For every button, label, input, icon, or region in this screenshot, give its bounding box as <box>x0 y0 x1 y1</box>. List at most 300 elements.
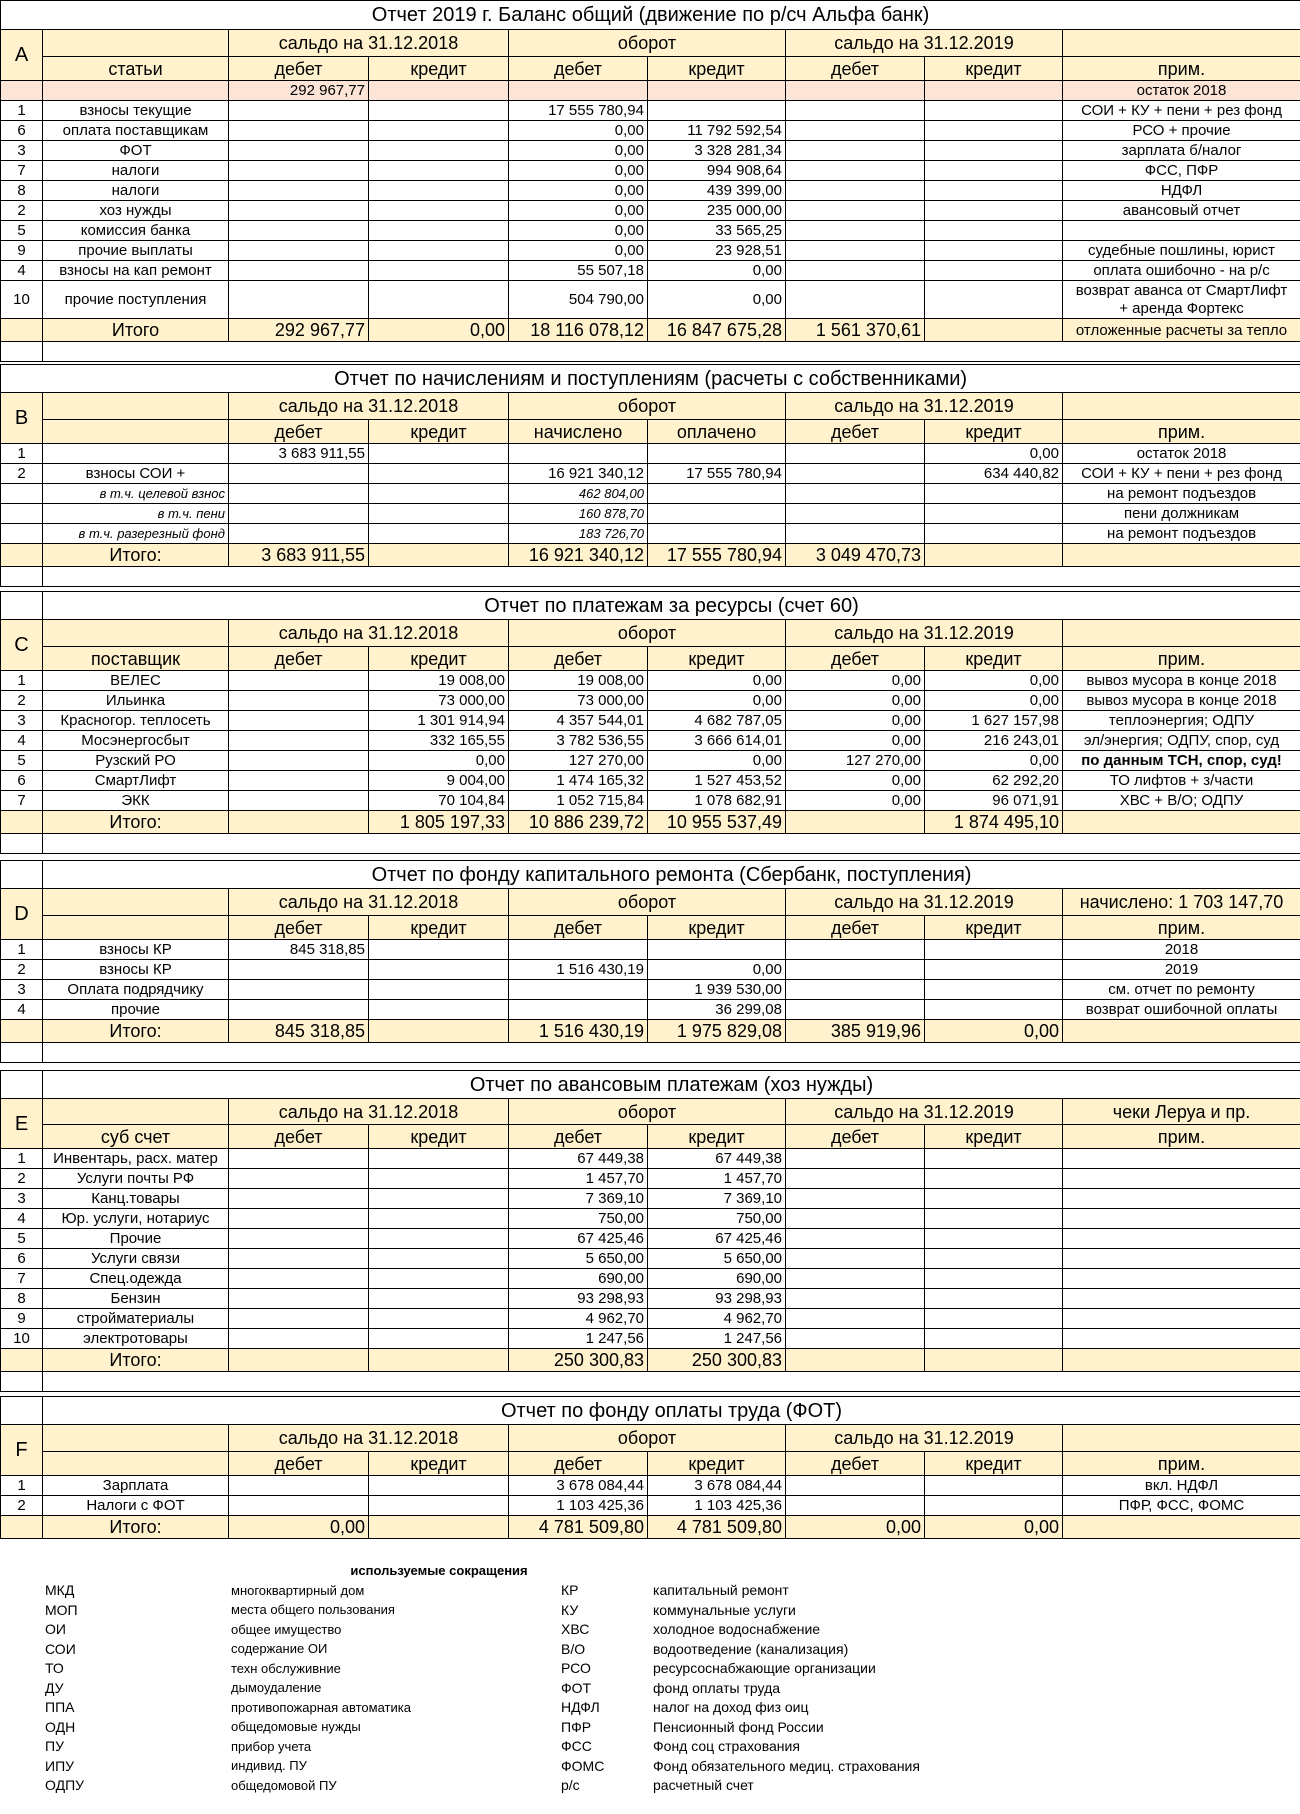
total-row <box>1 811 1300 834</box>
cell-value <box>786 1269 925 1289</box>
col-header: статьи <box>43 57 229 81</box>
cell-value <box>369 1209 509 1229</box>
row-label: Мосэнергосбыт <box>43 731 229 751</box>
row-number: 10 <box>1 1329 43 1349</box>
row-number: 6 <box>1 121 43 141</box>
cell-value: 1 527 453,52 <box>648 771 786 791</box>
cell-value <box>925 121 1063 141</box>
row-note <box>1063 1229 1300 1249</box>
cell-value: 0,00 <box>648 671 786 691</box>
abbr-key: ДУ <box>45 1679 64 1696</box>
total-value: 250 300,83 <box>648 1349 786 1372</box>
row-label: взносы КР <box>43 960 229 980</box>
cell-value <box>925 161 1063 181</box>
cell-value <box>925 1000 1063 1020</box>
table-row <box>1 791 1300 811</box>
row-note: НДФЛ <box>1063 181 1300 201</box>
table-row: 10 прочие поступления 504 790,00 0,00 возврат аванса от СмартЛифт + аренда Фортекс <box>1 281 1300 319</box>
table-row <box>1 464 1300 484</box>
cell-value: 0,00 <box>509 121 648 141</box>
row-number: 1 <box>1 1149 43 1169</box>
cell-value: 70 104,84 <box>369 791 509 811</box>
cell-value: 1 474 165,32 <box>509 771 648 791</box>
cell-value <box>369 1289 509 1309</box>
abbr-value: Пенсионный фонд России <box>653 1718 824 1735</box>
table-row <box>1 1169 1300 1189</box>
cell-value: 17 555 780,94 <box>648 464 786 484</box>
abbr-key: МОП <box>45 1601 78 1618</box>
row-number: 8 <box>1 181 43 201</box>
row-note: судебные пошлины, юрист <box>1063 241 1300 261</box>
total-value: 4 781 509,80 <box>648 1516 786 1539</box>
row-number: 2 <box>1 201 43 221</box>
cell-value <box>369 1000 509 1020</box>
cell-value: 1 052 715,84 <box>509 791 648 811</box>
cell-value <box>925 1169 1063 1189</box>
row-label: оплата поставщикам <box>43 121 229 141</box>
row-note: вывоз мусора в конце 2018 <box>1063 691 1300 711</box>
section-c-table: Отчет по платежам за ресурсы (счет 60) C сальдо на 31.12.2018 оборот сальдо на 31.12.2019 поставщик дебет кредит дебет кредит дебет кредит прим. 1 ВЕЛЕС 19 008,00 19 008,00 0,00 0,00 0,00 вывоз мусора в конце 2018 2 Ильинка 73 000,00 73 000,00 0,00 0,00 0,00 вывоз мусора в конце 2018 3 Красногор. теплосеть 1 301 914,94 4 357 544,01 4 682 787,05 0,00 1 627 157,98 теплоэнергия; ОДПУ 4 Мосэнергосбыт 332 165,55 3 782 536,55 3 666 614,01 0,00 216 243,01 эл/энергия; ОДПУ, спор, суд 5 Рузский РО 0,00 127 270,00 0,00 127 270,00 0,00 по данным ТСН, спор, суд! 6 СмартЛифт 9 004,00 1 474 165,32 1 527 453,52 0,00 62 292,20 ТО лифтов + з/части 7 ЭКК 70 104,84 1 052 715,84 1 078 682,91 0,00 96 071,91 ХВС + В/О; ОДПУ Итого: 1 805 197,33 10 886 239,72 10 955 537,49 1 874 495,10 <box>0 591 1300 854</box>
cell-value: 19 008,00 <box>369 671 509 691</box>
cell-value <box>229 181 369 201</box>
abbr-value: общедомовой ПУ <box>231 1777 337 1793</box>
abbreviation-row <box>0 1600 1300 1620</box>
table-row <box>1 671 1300 691</box>
cell-value <box>229 221 369 241</box>
cell-value <box>229 791 369 811</box>
cell-value <box>786 444 925 464</box>
total-value: 17 555 780,94 <box>648 544 786 567</box>
row-note: вкл. НДФЛ <box>1063 1476 1300 1496</box>
abbreviation-row <box>0 1776 1300 1796</box>
cell-value <box>648 101 786 121</box>
cell-value: 0,00 <box>509 141 648 161</box>
section-b-title: Отчет по начислениям и поступлениям (расчеты с собственниками) <box>1 365 1300 393</box>
cell-value: 127 270,00 <box>509 751 648 771</box>
total-value: 16 847 675,28 <box>648 319 786 342</box>
abbr-value: холодное водоснабжение <box>653 1621 821 1638</box>
row-label: Спец.одежда <box>43 1269 229 1289</box>
cell-value <box>229 121 369 141</box>
table-row <box>1 1309 1300 1329</box>
row-label: Оплата подрядчику <box>43 980 229 1000</box>
header-turnover: оборот <box>509 30 786 57</box>
total-note <box>1063 1020 1300 1043</box>
cell-value: 93 298,93 <box>648 1289 786 1309</box>
cell-value <box>786 1189 925 1209</box>
abbr-value: налог на доход физ оиц <box>653 1699 809 1716</box>
total-value: 0,00 <box>369 319 509 342</box>
section-e-letter: E <box>1 1099 43 1149</box>
abbreviation-row <box>0 1717 1300 1737</box>
row-note: ХВС + В/О; ОДПУ <box>1063 791 1300 811</box>
cell-value: 1 247,56 <box>509 1329 648 1349</box>
cell-value <box>229 261 369 281</box>
row-number: 2 <box>1 1169 43 1189</box>
section-d-table: Отчет по фонду капитального ремонта (Сбербанк, поступления) D сальдо на 31.12.2018 оборот сальдо на 31.12.2019 начислено: 1 703 147,70 дебет кредит дебет кредит дебет кредит прим. 1 взносы КР 845 318,85 2018 2 взносы КР 1 516 430,19 0,00 2019 3 Оплата подрядчику 1 939 530,00 см. отчет по ремонту 4 прочие 36 299,08 возврат ошибочной оплаты Итого: 845 318,85 1 516 430,19 1 975 829,08 385 919,96 0,00 <box>0 860 1300 1063</box>
row-label: взносы КР <box>43 940 229 960</box>
cell-value <box>786 1329 925 1349</box>
cell-value <box>509 444 648 464</box>
cell-value <box>786 221 925 241</box>
cell-value <box>229 201 369 221</box>
row-label: взносы текущие <box>43 101 229 121</box>
table-row: 292 967,77 остаток 2018 <box>1 81 1300 101</box>
cell-value: 17 555 780,94 <box>509 101 648 121</box>
row-label <box>43 444 229 464</box>
total-value: 10 955 537,49 <box>648 811 786 834</box>
cell-value: 439 399,00 <box>648 181 786 201</box>
total-row <box>1 1020 1300 1043</box>
cell-value <box>229 751 369 771</box>
table-row: в т.ч. пени 160 878,70 пени должникам <box>1 504 1300 524</box>
cell-value: 235 000,00 <box>648 201 786 221</box>
cell-value <box>229 1169 369 1189</box>
cell-value: 0,00 <box>786 671 925 691</box>
row-label: Услуги почты РФ <box>43 1169 229 1189</box>
row-label: Зарплата <box>43 1476 229 1496</box>
cell-value <box>369 444 509 464</box>
row-number: 7 <box>1 161 43 181</box>
row-label: Инвентарь, расх. матер <box>43 1149 229 1169</box>
row-number: 3 <box>1 141 43 161</box>
row-label: прочие выплаты <box>43 241 229 261</box>
cell-value: 0,00 <box>786 791 925 811</box>
total-row <box>1 1516 1300 1539</box>
abbr-key: ФСС <box>561 1738 592 1755</box>
cell-value <box>229 1269 369 1289</box>
cell-value <box>369 464 509 484</box>
table-row <box>1 960 1300 980</box>
cell-value: 0,00 <box>786 691 925 711</box>
cell-value <box>925 1249 1063 1269</box>
total-value <box>369 1349 509 1372</box>
cell-value <box>509 940 648 960</box>
total-value: 1 516 430,19 <box>509 1020 648 1043</box>
row-number: 1 <box>1 940 43 960</box>
total-value <box>925 319 1063 342</box>
cell-value: 216 243,01 <box>925 731 1063 751</box>
cell-value <box>786 1496 925 1516</box>
cell-value: 1 939 530,00 <box>648 980 786 1000</box>
row-note: СОИ + КУ + пени + рез фонд <box>1063 101 1300 121</box>
total-note <box>1063 1516 1300 1539</box>
section-d-title: Отчет по фонду капитального ремонта (Сбербанк, поступления) <box>43 861 1300 889</box>
section-a-letter: A <box>1 30 43 81</box>
cell-value <box>369 940 509 960</box>
row-number: 6 <box>1 1249 43 1269</box>
cell-value: 5 650,00 <box>648 1249 786 1269</box>
cell-value <box>229 731 369 751</box>
table-row <box>1 1249 1300 1269</box>
cell-value <box>925 940 1063 960</box>
abbreviation-row <box>0 1756 1300 1776</box>
row-note: остаток 2018 <box>1063 444 1300 464</box>
row-label: хоз нужды <box>43 201 229 221</box>
total-value: 0,00 <box>229 1516 369 1539</box>
row-number: 4 <box>1 1209 43 1229</box>
table-row <box>1 1209 1300 1229</box>
cell-value: 62 292,20 <box>925 771 1063 791</box>
cell-value <box>229 1249 369 1269</box>
cell-value <box>925 1209 1063 1229</box>
table-row <box>1 751 1300 771</box>
table-row <box>1 940 1300 960</box>
total-value <box>925 1349 1063 1372</box>
cell-value: 1 103 425,36 <box>509 1496 648 1516</box>
total-label: Итого: <box>43 1516 229 1539</box>
row-label: Юр. услуги, нотариус <box>43 1209 229 1229</box>
abbr-value: водоотведение (канализация) <box>653 1640 849 1657</box>
total-value: 0,00 <box>925 1020 1063 1043</box>
cell-value: 634 440,82 <box>925 464 1063 484</box>
abbr-value: ресурсоснабжающие организации <box>653 1660 876 1677</box>
cell-value <box>229 671 369 691</box>
cell-value: 16 921 340,12 <box>509 464 648 484</box>
cell-value: 4 962,70 <box>509 1309 648 1329</box>
cell-value: 1 516 430,19 <box>509 960 648 980</box>
cell-value <box>786 141 925 161</box>
total-value: 4 781 509,80 <box>509 1516 648 1539</box>
cell-value <box>786 181 925 201</box>
cell-value: 994 908,64 <box>648 161 786 181</box>
cell-value <box>369 1476 509 1496</box>
total-value: 1 561 370,61 <box>786 319 925 342</box>
cell-value <box>369 181 509 201</box>
cell-value <box>786 1229 925 1249</box>
cell-value <box>925 201 1063 221</box>
cell-value <box>369 101 509 121</box>
cell-value <box>369 201 509 221</box>
table-row <box>1 444 1300 464</box>
table-row <box>1 241 1300 261</box>
abbr-key: ОДПУ <box>45 1777 85 1794</box>
section-d-letter: D <box>1 889 43 940</box>
cell-value: 3 683 911,55 <box>229 444 369 464</box>
cell-value <box>369 121 509 141</box>
row-label: комиссия банка <box>43 221 229 241</box>
abbreviations-title: используемые сокращения <box>350 1563 528 1579</box>
abbr-value: техн обслуживние <box>231 1660 341 1676</box>
table-row <box>1 121 1300 141</box>
row-number: 4 <box>1 261 43 281</box>
section-f-table: Отчет по фонду оплаты труда (ФОТ) F сальдо на 31.12.2018 оборот сальдо на 31.12.2019 дебет кредит дебет кредит дебет кредит прим. 1 Зарплата 3 678 084,44 3 678 084,44 вкл. НДФЛ 2 Налоги с ФОТ 1 103 425,36 1 103 425,36 ПФР, ФСС, ФОМС Итого: 0,00 4 781 509,80 4 781 509,80 0,00 0,00 <box>0 1396 1300 1539</box>
total-value <box>786 1349 925 1372</box>
row-number: 7 <box>1 1269 43 1289</box>
cell-value <box>786 940 925 960</box>
section-b-table: Отчет по начислениям и поступлениям (расчеты с собственниками) B сальдо на 31.12.2018 оборот сальдо на 31.12.2019 дебет кредит начислено оплачено дебет кредит прим. 1 3 683 911,55 0,00 остаток 2018 2 взносы СОИ + 16 921 340,12 17 555 780,94 634 440,82 СОИ + КУ + пени + рез фонд в т.ч. целевой взнос 462 804,00 на ремонт подъездов в т.ч. пени 160 878,70 пени должникам в т.ч. разерезный фонд 183 726,70 на ремонт подъездов Итого: 3 683 911,55 16 921 340,12 17 555 780,94 3 049 470,73 <box>0 364 1300 587</box>
cell-value: 690,00 <box>648 1269 786 1289</box>
cell-value: 1 247,56 <box>648 1329 786 1349</box>
table-row <box>1 181 1300 201</box>
cell-value: 3 328 281,34 <box>648 141 786 161</box>
abbr-value: общедомовые нужды <box>231 1719 361 1735</box>
total-value: 845 318,85 <box>229 1020 369 1043</box>
cell-value: 67 449,38 <box>509 1149 648 1169</box>
total-note: отложенные расчеты за тепло <box>1063 319 1300 342</box>
table-row <box>1 261 1300 281</box>
cell-value: 3 678 084,44 <box>648 1476 786 1496</box>
row-note: по данным ТСН, спор, суд! <box>1063 751 1300 771</box>
header-saldo-2018: сальдо на 31.12.2018 <box>229 30 509 57</box>
cell-value <box>369 1249 509 1269</box>
abbr-key: ПУ <box>45 1738 64 1755</box>
cell-value <box>786 1476 925 1496</box>
total-value <box>925 544 1063 567</box>
total-label: Итого: <box>43 544 229 567</box>
cell-value <box>925 181 1063 201</box>
cell-value <box>229 960 369 980</box>
table-row <box>1 201 1300 221</box>
cell-value <box>925 1269 1063 1289</box>
abbr-value: содержание ОИ <box>231 1641 328 1657</box>
cell-value: 3 666 614,01 <box>648 731 786 751</box>
row-label: Налоги с ФОТ <box>43 1496 229 1516</box>
cell-value: 0,00 <box>648 691 786 711</box>
cell-value <box>229 101 369 121</box>
col-header: кредит <box>648 57 786 81</box>
table-row <box>1 101 1300 121</box>
cell-value <box>369 1496 509 1516</box>
cell-value: 750,00 <box>648 1209 786 1229</box>
abbreviation-row <box>0 1737 1300 1757</box>
abbr-key: КУ <box>561 1601 579 1618</box>
row-note <box>1063 1249 1300 1269</box>
abbr-key: МКД <box>45 1582 75 1599</box>
cell-value: 0,00 <box>786 771 925 791</box>
abbr-key: ПФР <box>561 1718 592 1735</box>
row-label: Рузский РО <box>43 751 229 771</box>
cell-value <box>925 1476 1063 1496</box>
table-row <box>1 1149 1300 1169</box>
abbr-key: НДФЛ <box>561 1699 600 1716</box>
cell-value: 5 650,00 <box>509 1249 648 1269</box>
abbreviation-row <box>0 1639 1300 1659</box>
cell-value: 690,00 <box>509 1269 648 1289</box>
abbr-key: КР <box>561 1582 579 1599</box>
row-label: Услуги связи <box>43 1249 229 1269</box>
table-row <box>1 221 1300 241</box>
table-row: в т.ч. целевой взнос 462 804,00 на ремонт подъездов <box>1 484 1300 504</box>
cell-value: 0,00 <box>925 671 1063 691</box>
cell-value <box>786 161 925 181</box>
row-note <box>1063 1169 1300 1189</box>
abbreviations-table <box>0 1561 1300 1795</box>
cell-value <box>925 241 1063 261</box>
cell-value <box>369 960 509 980</box>
abbr-key: СОИ <box>45 1640 76 1657</box>
abbreviation-row <box>0 1620 1300 1640</box>
cell-value: 7 369,10 <box>648 1189 786 1209</box>
cell-value <box>786 464 925 484</box>
row-number: 3 <box>1 1189 43 1209</box>
cell-value <box>229 1329 369 1349</box>
cell-value: 67 425,46 <box>648 1229 786 1249</box>
cell-value <box>369 980 509 1000</box>
total-value: 250 300,83 <box>509 1349 648 1372</box>
row-number: 9 <box>1 241 43 261</box>
cell-value <box>229 1496 369 1516</box>
cell-value: 36 299,08 <box>648 1000 786 1020</box>
cell-value <box>786 1309 925 1329</box>
row-label: ФОТ <box>43 141 229 161</box>
cell-value: 67 449,38 <box>648 1149 786 1169</box>
row-label: СмартЛифт <box>43 771 229 791</box>
cell-value <box>229 141 369 161</box>
abbr-value: капитальный ремонт <box>653 1582 789 1599</box>
abbr-value: Фонд соц страхования <box>653 1738 800 1755</box>
header-saldo-2019: сальдо на 31.12.2019 <box>786 30 1063 57</box>
cell-value: 73 000,00 <box>509 691 648 711</box>
cell-value <box>786 960 925 980</box>
row-label: Красногор. теплосеть <box>43 711 229 731</box>
row-note: вывоз мусора в конце 2018 <box>1063 671 1300 691</box>
total-row <box>1 544 1300 567</box>
cell-value: 1 457,70 <box>509 1169 648 1189</box>
total-value: 1 874 495,10 <box>925 811 1063 834</box>
cell-value <box>925 1496 1063 1516</box>
section-a-title: Отчет 2019 г. Баланс общий (движение по р/сч Альфа банк) <box>1 1 1300 30</box>
cell-value: 0,00 <box>786 731 925 751</box>
row-number: 1 <box>1 444 43 464</box>
row-number: 1 <box>1 1476 43 1496</box>
cell-value <box>229 1229 369 1249</box>
row-note: оплата ошибочно - на р/с <box>1063 261 1300 281</box>
section-e-table: Отчет по авансовым платежам (хоз нужды) E сальдо на 31.12.2018 оборот сальдо на 31.12.2019 чеки Леруа и пр. суб счет дебет кредит дебет кредит дебет кредит прим. 1 Инвентарь, расх. матер 67 449,38 67 449,38 2 Услуги почты РФ 1 457,70 1 457,70 3 Канц.товары 7 369,10 7 369,10 4 Юр. услуги, нотариус 750,00 750,00 5 Прочие 67 425,46 67 425,46 6 Услуги связи 5 650,00 5 650,00 7 Спец.одежда 690,00 690,00 8 Бензин 93 298,93 93 298,93 9 стройматериалы 4 962,70 4 962,70 10 электротовары 1 247,56 1 247,56 Итого: 250 300,83 250 300,83 <box>0 1070 1300 1392</box>
total-note <box>1063 544 1300 567</box>
row-label: Прочие <box>43 1229 229 1249</box>
total-label: Итого: <box>43 1349 229 1372</box>
abbr-value: индивид. ПУ <box>231 1758 307 1774</box>
cell-value <box>229 1189 369 1209</box>
accrued-total: начислено: 1 703 147,70 <box>1063 889 1300 916</box>
cell-value: 67 425,46 <box>509 1229 648 1249</box>
total-value: 3 683 911,55 <box>229 544 369 567</box>
cell-value <box>509 1000 648 1020</box>
cell-value <box>229 241 369 261</box>
cell-value: 1 627 157,98 <box>925 711 1063 731</box>
cell-value <box>229 161 369 181</box>
cell-value: 332 165,55 <box>369 731 509 751</box>
cell-value <box>925 980 1063 1000</box>
table-row <box>1 1476 1300 1496</box>
cell-value: 0,00 <box>925 444 1063 464</box>
abbr-key: ФОТ <box>561 1679 592 1696</box>
row-note <box>1063 221 1300 241</box>
cell-value <box>786 1149 925 1169</box>
cell-value: 0,00 <box>509 241 648 261</box>
table-row <box>1 1000 1300 1020</box>
cell-value <box>369 1149 509 1169</box>
row-note <box>1063 1309 1300 1329</box>
row-note: 2019 <box>1063 960 1300 980</box>
row-label: ВЕЛЕС <box>43 671 229 691</box>
cell-value <box>786 1249 925 1269</box>
col-header: дебет <box>229 57 369 81</box>
cell-value <box>369 1269 509 1289</box>
cell-value <box>925 960 1063 980</box>
row-note: эл/энергия; ОДПУ, спор, суд <box>1063 731 1300 751</box>
cell-value: 1 457,70 <box>648 1169 786 1189</box>
table-row <box>1 771 1300 791</box>
cell-value: 0,00 <box>648 261 786 281</box>
abbr-key: ИПУ <box>45 1757 75 1774</box>
total-value: 16 921 340,12 <box>509 544 648 567</box>
row-note: ПФР, ФСС, ФОМС <box>1063 1496 1300 1516</box>
total-note <box>1063 811 1300 834</box>
cell-value <box>925 1229 1063 1249</box>
row-note: РСО + прочие <box>1063 121 1300 141</box>
